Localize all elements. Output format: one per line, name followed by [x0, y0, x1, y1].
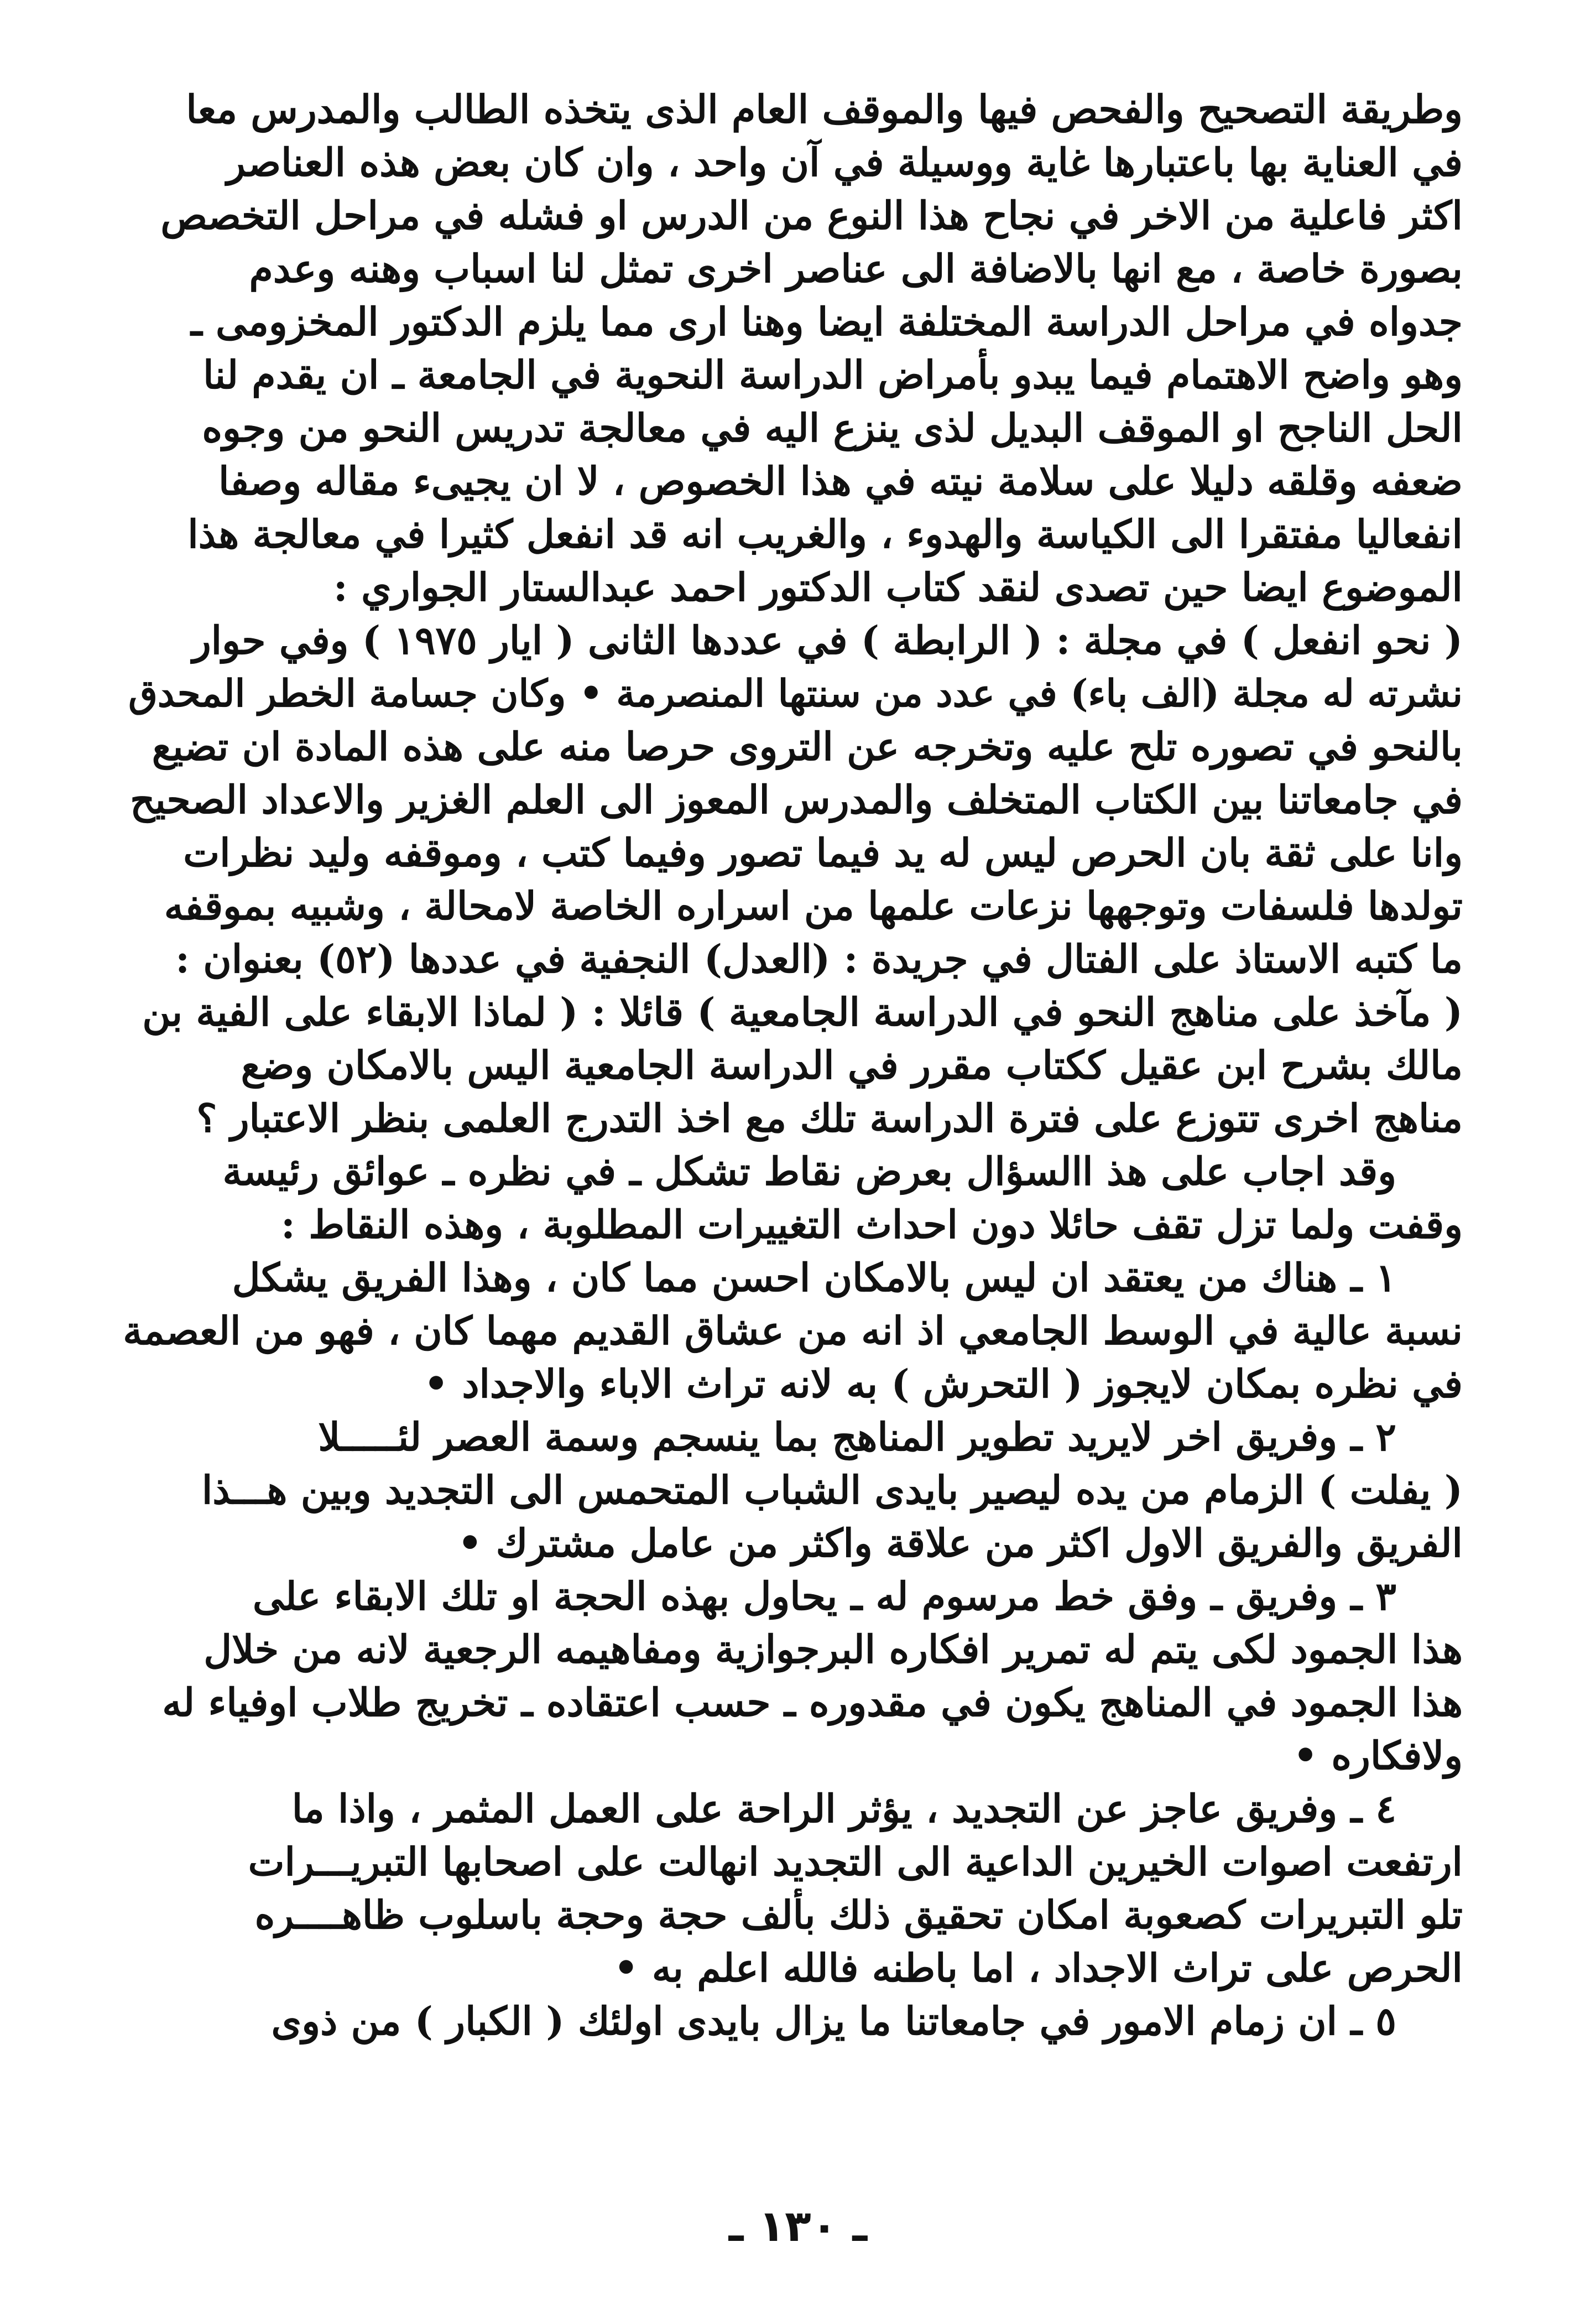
text-line: ضعفه وقلقه دليلا على سلامة نيته في هذا الخصوص ، لا ان يجيىء مقاله وصفا [218, 458, 1463, 504]
text-line: ٢ ـ وفريق اخر لايريد تطوير المناهج بما ينسجم وسمة العصر لئـــــلا [318, 1414, 1396, 1460]
text-line: ٤ ـ وفريق عاجز عن التجديد ، يؤثر الراحة على العمل المثمر ، واذا ما [291, 1786, 1396, 1832]
text-line: تولدها فلسفات وتوجهها نزعات علمها من اسراره الخاصة لامحالة ، وشبيه بموقفه [164, 883, 1463, 929]
text-line: وهو واضح الاهتمام فيما يبدو بأمراض الدراسة النحوية في الجامعة ـ ان يقدم لنا [203, 352, 1463, 398]
paragraph [119, 1145, 1463, 1251]
paragraph [119, 1251, 1463, 1411]
paragraph [119, 1570, 1463, 1782]
text-line: ارتفعت اصوات الخيرين الداعية الى التجديد انهالت على اصحابها التبريـــرات [248, 1839, 1463, 1885]
page-body [119, 83, 1463, 2048]
text-line: مناهج اخرى تتوزع على فترة الدراسة تلك مع اخذ التدرج العلمى بنظر الاعتبار ؟ [196, 1095, 1463, 1141]
text-line: ( يفلت ) الزمام من يده ليصير بايدى الشباب المتحمس الى التجديد وبين هـــذا [201, 1467, 1463, 1513]
text-line: وانا على ثقة بان الحرص ليس له يد فيما تصور وفيما كتب ، وموقفه وليد نظرات [183, 830, 1463, 876]
text-line: ولافكاره • [1293, 1733, 1463, 1778]
text-line: وطريقة التصحيح والفحص فيها والموقف العام الذى يتخذه الطالب والمدرس معا [186, 86, 1463, 132]
text-line: جدواه في مراحل الدراسة المختلفة ايضا وهنا ارى مما يلزم الدكتور المخزومى ـ [191, 299, 1463, 345]
text-line: مالك بشرح ابن عقيل ككتاب مقرر في الدراسة الجامعية اليس بالامكان وضع [241, 1042, 1463, 1088]
text-line: نسبة عالية في الوسط الجامعي اذ انه من عشاق القديم مهما كان ، فهو من العصمة [123, 1308, 1463, 1354]
text-line: هذا الجمود في المناهج يكون في مقدوره ـ حسب اعتقاده ـ تخريج طلاب اوفياء له [162, 1679, 1463, 1725]
paragraph [119, 83, 1463, 1145]
text-line: الموضوع ايضا حين تصدى لنقد كتاب الدكتور احمد عبدالستار الجواري : [333, 564, 1463, 610]
text-line: بصورة خاصة ، مع انها بالاضافة الى عناصر اخرى تمثل لنا اسباب وهنه وعدم [249, 246, 1463, 292]
text-line: انفعاليا مفتقرا الى الكياسة والهدوء ، والغريب انه قد انفعل كثيرا في معالجة هذا [187, 511, 1463, 557]
text-line: ( مآخذ على مناهج النحو في الدراسة الجامعية ) قائلا : ( لماذا الابقاء على الفية بن [142, 989, 1463, 1035]
text-line: ٣ ـ وفريق ـ وفق خط مرسوم له ـ يحاول بهذه الحجة او تلك الابقاء على [252, 1573, 1396, 1619]
text-line: في نظره بمكان لايجوز ( التحرش ) به لانه تراث الاباء والاجداد • [424, 1361, 1463, 1407]
paragraph [119, 1995, 1463, 2048]
paragraph [119, 1782, 1463, 1995]
text-line: وقد اجاب على هذ االسؤال بعرض نقاط تشكل ـ في نظره ـ عوائق رئيسة [222, 1148, 1396, 1194]
text-line: ( نحو انفعل ) في مجلة : ( الرابطة ) في عددها الثانى ( ايار ١٩٧٥ ) وفي حوار [192, 617, 1463, 663]
page-number: ـ ١٣٠ ـ [728, 2202, 868, 2251]
text-line: بالنحو في تصوره تلح عليه وتخرجه عن التروى حرصا منه على هذه المادة ان تضيع [152, 724, 1463, 769]
text-line: في العناية بها باعتبارها غاية ووسيلة في آن واحد ، وان كان بعض هذه العناصر [227, 139, 1463, 185]
text-line: ٥ ـ ان زمام الامور في جامعاتنا ما يزال بايدى اولئك ( الكبار ) من ذوى [271, 1998, 1396, 2044]
text-line: الفريق والفريق الاول اكثر من علاقة واكثر من عامل مشترك • [457, 1520, 1463, 1566]
text-line: الحرص على تراث الاجداد ، اما باطنه فالله اعلم به • [613, 1945, 1463, 1991]
text-line: اكثر فاعلية من الاخر في نجاح هذا النوع من الدرس او فشله في مراحل التخصص [160, 193, 1463, 238]
paragraph [119, 1411, 1463, 1570]
text-line: هذا الجمود لكى يتم له تمرير افكاره البرجوازية ومفاهيمه الرجعية لانه من خلال [204, 1626, 1463, 1672]
text-line: تلو التبريرات كصعوبة امكان تحقيق ذلك بألف حجة وحجة باسلوب ظاهــــره [254, 1892, 1463, 1938]
text-line: نشرته له مجلة (الف باء) في عدد من سنتها المنصرمة • وكان جسامة الخطر المحدق [128, 672, 1463, 716]
text-line: ما كتبه الاستاذ على الفتال في جريدة : (العدل) النجفية في عددها (٥٢) بعنوان : [175, 936, 1463, 982]
text-line: في جامعاتنا بين الكتاب المتخلف والمدرس المعوز الى العلم الغزير والاعداد الصحيح [130, 777, 1463, 823]
text-line: الحل الناجح او الموقف البديل لذى ينزع اليه في معالجة تدريس النحو من وجوه [202, 405, 1463, 451]
text-line: ١ ـ هناك من يعتقد ان ليس بالامكان احسن مما كان ، وهذا الفريق يشكل [232, 1255, 1396, 1301]
text-line: وقفت ولما تزل تقف حائلا دون احداث التغييرات المطلوبة ، وهذه النقاط : [281, 1201, 1463, 1247]
